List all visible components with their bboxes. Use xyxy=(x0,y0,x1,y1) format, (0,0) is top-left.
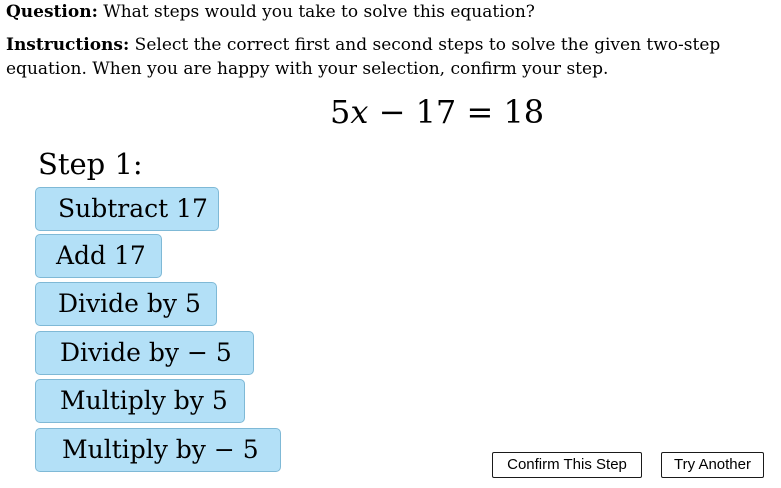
question-text: What steps would you take to solve this equation? xyxy=(103,2,535,22)
equation-variable: x xyxy=(350,93,369,131)
equation-coefficient: 5 xyxy=(330,93,351,131)
equation xyxy=(330,92,544,132)
equation-result: 18 xyxy=(503,93,545,131)
option-subtract-17[interactable]: Subtract 17 xyxy=(35,187,219,231)
option-add-17[interactable]: Add 17 xyxy=(35,234,162,278)
equation-equals: = xyxy=(466,93,494,131)
option-divide-by-5[interactable]: Divide by 5 xyxy=(35,282,217,326)
try-another-button[interactable]: Try Another xyxy=(661,452,764,478)
question-line xyxy=(6,2,535,22)
instructions-block xyxy=(6,33,726,81)
confirm-step-button[interactable]: Confirm This Step xyxy=(492,452,642,478)
equation-constant: 17 xyxy=(415,93,457,131)
equation-operator: − xyxy=(378,93,406,131)
step-title: Step 1: xyxy=(38,147,143,181)
option-multiply-by-5[interactable]: Multiply by 5 xyxy=(35,379,245,423)
option-divide-by-negative-5[interactable]: Divide by − 5 xyxy=(35,331,254,375)
option-multiply-by-negative-5[interactable]: Multiply by − 5 xyxy=(35,428,281,472)
instructions-label: Instructions: xyxy=(6,35,130,55)
instructions-text: Select the correct first and second steps to solve the given two-step equation. When you are happy with your selection, confirm your step. xyxy=(6,35,721,79)
question-label: Question: xyxy=(6,2,98,22)
